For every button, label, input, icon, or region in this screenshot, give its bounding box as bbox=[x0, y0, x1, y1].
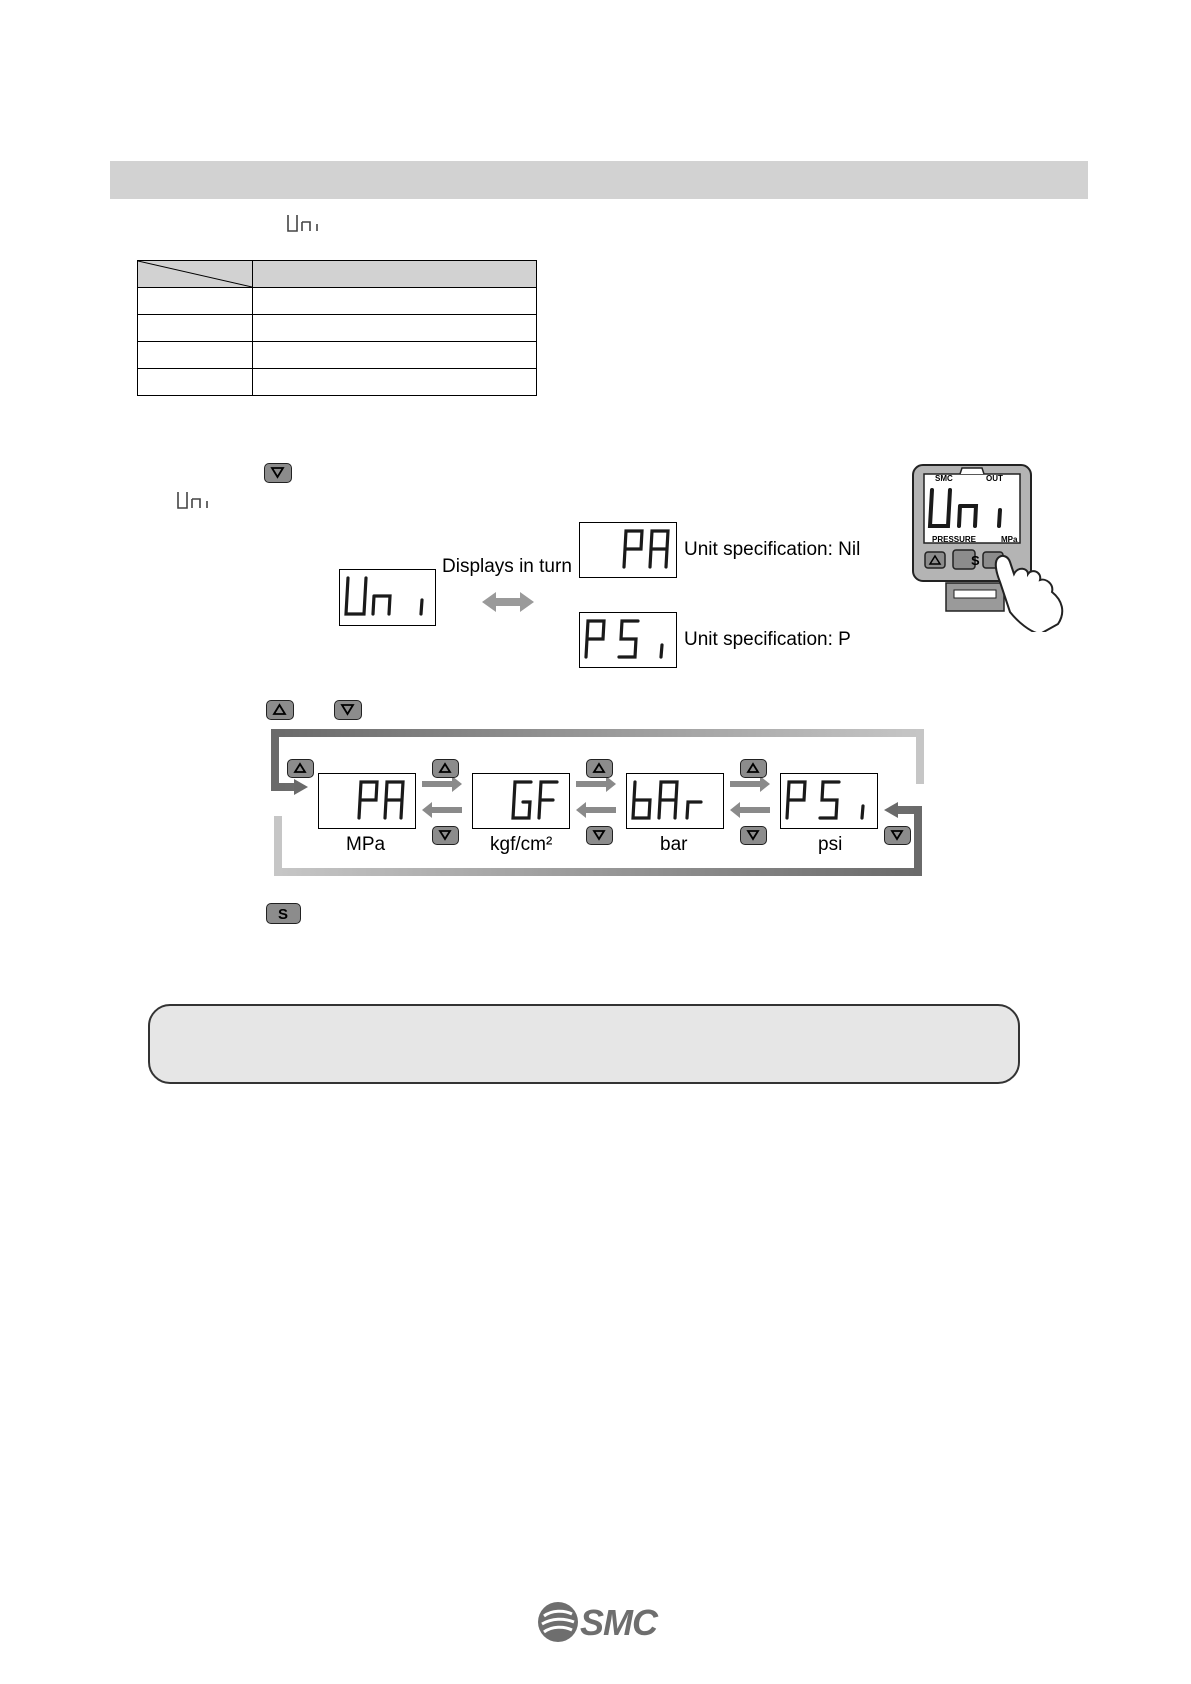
down-key-icon bbox=[586, 826, 613, 845]
pressure-switch-illustration bbox=[910, 462, 1075, 632]
smc-logo-text: SMC bbox=[580, 1602, 657, 1643]
up-key-icon bbox=[740, 759, 767, 778]
option-label: Unit specification: P bbox=[684, 629, 851, 650]
unit-spec-table bbox=[137, 260, 537, 396]
lcd-unit-mpa bbox=[318, 773, 416, 829]
up-key-icon bbox=[287, 759, 314, 778]
down-key-icon bbox=[334, 700, 362, 720]
up-key-icon bbox=[432, 759, 459, 778]
lcd-uni bbox=[339, 569, 436, 626]
lcd-unit-bar bbox=[626, 773, 724, 829]
table-cell bbox=[253, 369, 537, 396]
table-cell bbox=[253, 288, 537, 315]
uni-code-glyph bbox=[285, 212, 325, 234]
unit-label-psi: psi bbox=[818, 834, 843, 855]
lcd-option-pa bbox=[579, 522, 677, 578]
down-key-icon bbox=[432, 826, 459, 845]
unit-label-mpa: MPa bbox=[346, 834, 386, 855]
lcd-unit-psi bbox=[780, 773, 878, 829]
unit-label-kgf: kgf/cm² bbox=[490, 834, 553, 855]
set-key-icon bbox=[266, 903, 301, 924]
svg-text:S: S bbox=[277, 906, 289, 922]
device-unit-label: MPa bbox=[1001, 535, 1018, 544]
device-pressure-label: PRESSURE bbox=[932, 535, 977, 544]
smc-logo-icon bbox=[536, 1600, 580, 1644]
device-brand-label: SMC bbox=[935, 474, 953, 483]
down-key-icon bbox=[264, 463, 292, 483]
device-out-label: OUT bbox=[986, 474, 1003, 483]
table-cell bbox=[138, 288, 253, 315]
table-cell bbox=[138, 369, 253, 396]
down-key-icon bbox=[740, 826, 767, 845]
up-key-icon bbox=[266, 700, 294, 720]
uni-code-glyph-small bbox=[175, 489, 215, 511]
lcd-unit-kgf bbox=[472, 773, 570, 829]
table-header-cell bbox=[253, 261, 537, 288]
down-key-icon bbox=[884, 826, 911, 845]
table-cell bbox=[138, 315, 253, 342]
up-key-icon bbox=[586, 759, 613, 778]
section-header-band bbox=[110, 161, 1088, 199]
displays-in-turn-label: Displays in turn bbox=[442, 556, 572, 577]
table-corner-cell bbox=[138, 261, 253, 288]
table-cell bbox=[138, 342, 253, 369]
device-set-key-label: S bbox=[971, 553, 980, 568]
smc-logo bbox=[536, 1600, 664, 1644]
table-cell bbox=[253, 315, 537, 342]
option-label: Unit specification: Nil bbox=[684, 539, 861, 560]
note-box bbox=[148, 1004, 1020, 1084]
table-cell bbox=[253, 342, 537, 369]
lcd-option-psi bbox=[579, 612, 677, 668]
unit-label-bar: bar bbox=[660, 834, 688, 855]
double-arrow-icon bbox=[480, 589, 536, 615]
